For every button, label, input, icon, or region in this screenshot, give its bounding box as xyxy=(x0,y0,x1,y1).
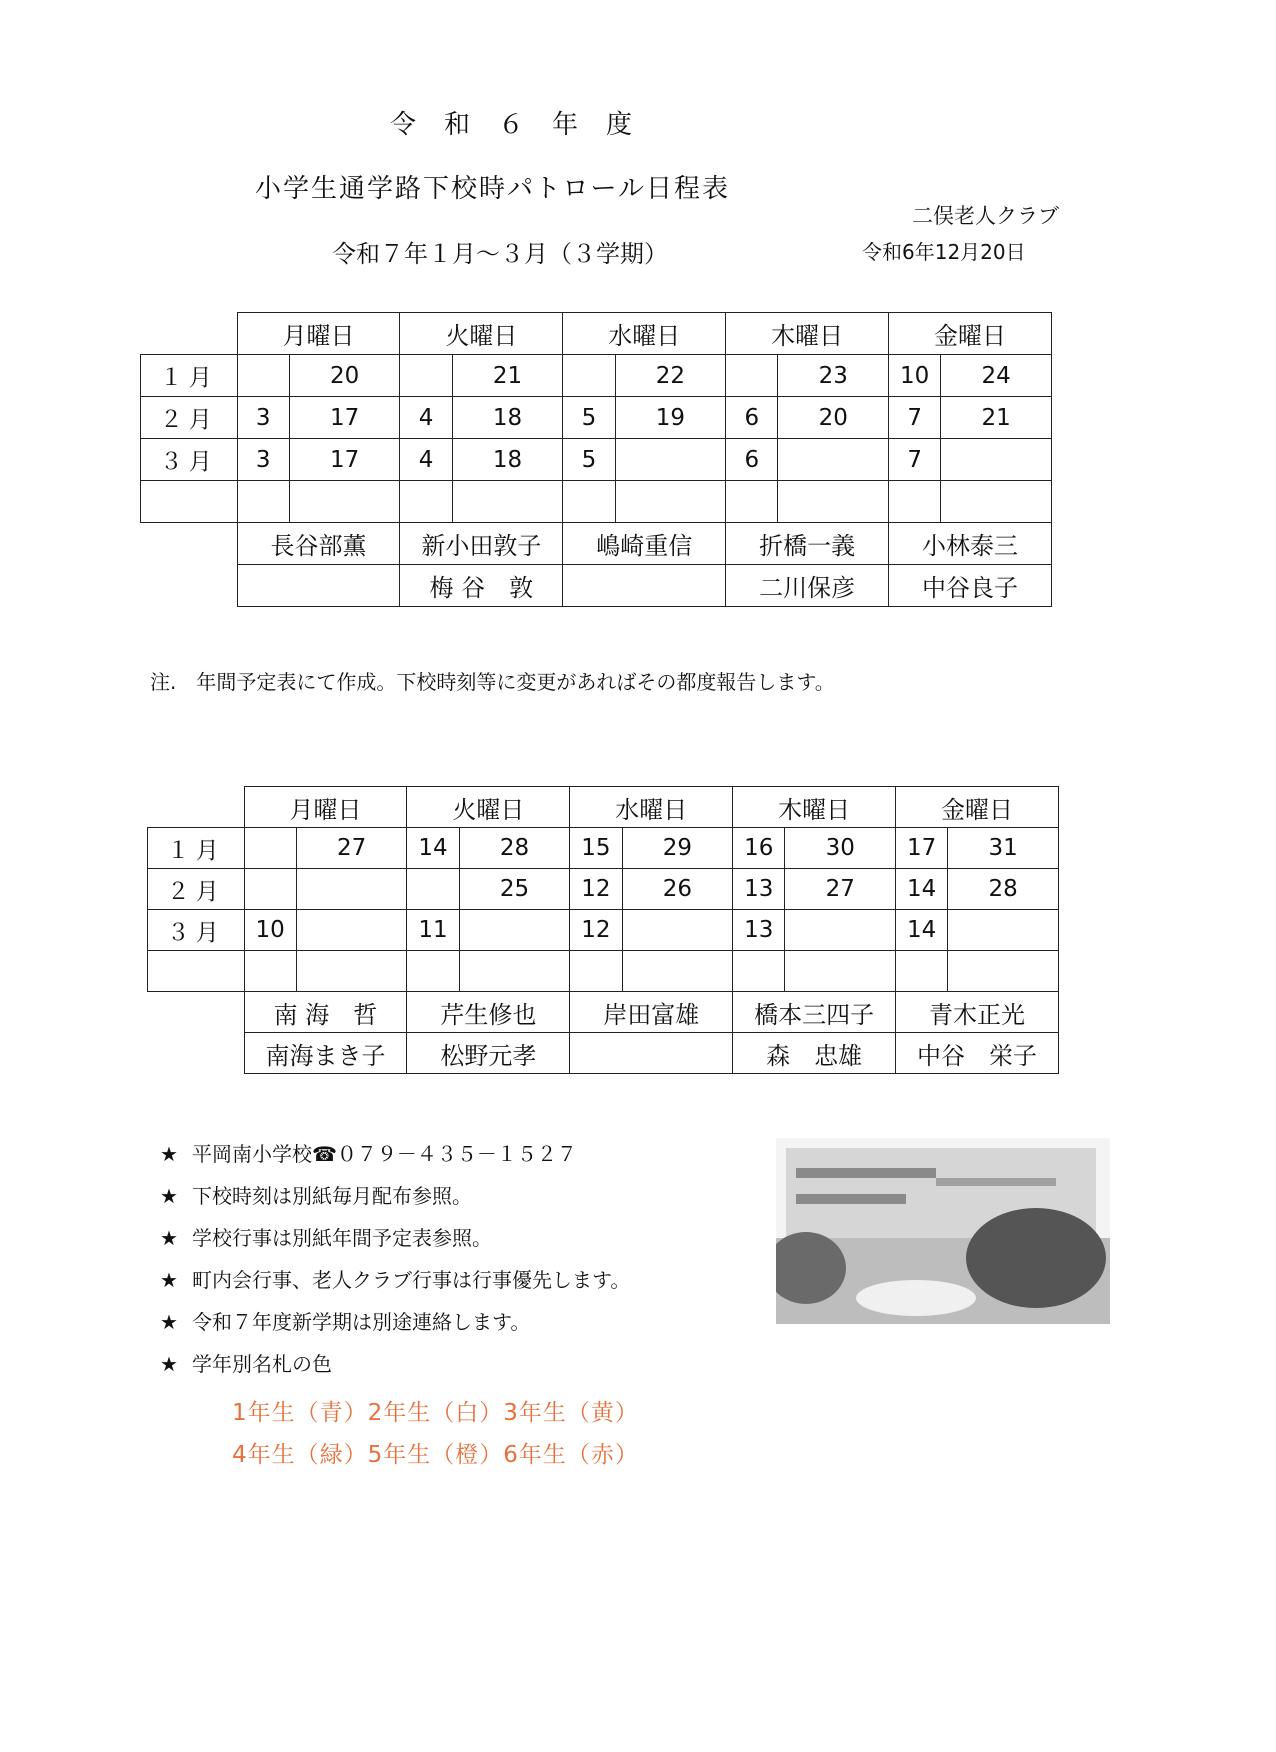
date-cell: 4 xyxy=(400,439,452,481)
photo-tree xyxy=(966,1208,1106,1308)
date-cell xyxy=(296,910,407,951)
day-header: 火曜日 xyxy=(407,787,570,828)
date-cell: 6 xyxy=(726,439,778,481)
star-icon: ★ xyxy=(160,1184,178,1208)
month-row xyxy=(148,869,1059,910)
info-text: 平岡南小学校☎０７９－４３５－１５２７ xyxy=(192,1142,577,1166)
volunteer-name xyxy=(237,565,400,607)
month-row xyxy=(141,439,1052,481)
volunteer-name: 中谷 栄子 xyxy=(896,1033,1059,1074)
empty-cell xyxy=(896,951,948,992)
photo-window-row xyxy=(796,1168,936,1178)
info-item xyxy=(160,1348,630,1390)
date-cell xyxy=(941,439,1052,481)
date-cell: 7 xyxy=(889,439,941,481)
star-icon: ★ xyxy=(160,1310,178,1334)
star-icon: ★ xyxy=(160,1352,178,1376)
photo-window-row xyxy=(796,1194,906,1204)
term-label: 令和７年１月～３月（３学期） xyxy=(332,240,668,268)
date-cell xyxy=(459,910,570,951)
volunteer-name: 岸田富雄 xyxy=(570,992,733,1033)
volunteer-name: 松野元孝 xyxy=(407,1033,570,1074)
date-cell: 28 xyxy=(459,828,570,869)
month-row xyxy=(141,397,1052,439)
date-cell: 12 xyxy=(570,910,622,951)
date-cell xyxy=(563,355,615,397)
empty-cell xyxy=(141,481,238,523)
date-cell: 3 xyxy=(237,397,289,439)
month-label: １月 xyxy=(141,355,238,397)
empty-cell xyxy=(733,951,785,992)
date-cell: 20 xyxy=(289,355,400,397)
photo-window-row xyxy=(936,1178,1056,1186)
month-label: ２月 xyxy=(141,397,238,439)
day-header: 月曜日 xyxy=(244,787,407,828)
date-cell: 10 xyxy=(889,355,941,397)
volunteer-name: 橋本三四子 xyxy=(733,992,896,1033)
date-cell: 28 xyxy=(948,869,1059,910)
star-icon: ★ xyxy=(160,1226,178,1250)
date-cell: 21 xyxy=(941,397,1052,439)
blank-cell xyxy=(148,992,245,1033)
date-cell: 15 xyxy=(570,828,622,869)
date-cell: 16 xyxy=(733,828,785,869)
empty-cell xyxy=(726,481,778,523)
date-cell: 5 xyxy=(563,439,615,481)
info-text: 下校時刻は別紙毎月配布参照。 xyxy=(192,1184,472,1208)
volunteer-name: 中谷良子 xyxy=(889,565,1052,607)
month-row xyxy=(141,355,1052,397)
date-cell xyxy=(237,355,289,397)
day-header: 木曜日 xyxy=(733,787,896,828)
day-header: 火曜日 xyxy=(400,313,563,355)
day-header: 金曜日 xyxy=(889,313,1052,355)
star-icon: ★ xyxy=(160,1268,178,1292)
grade-colors-line-1: 1年生（青）2年生（白）3年生（黄） xyxy=(232,1400,639,1426)
day-header: 水曜日 xyxy=(563,313,726,355)
corner-cell xyxy=(141,313,238,355)
date-cell xyxy=(244,869,296,910)
date-cell: 27 xyxy=(296,828,407,869)
volunteer-name: 小林泰三 xyxy=(889,523,1052,565)
date-cell: 18 xyxy=(452,397,563,439)
month-label: ３月 xyxy=(141,439,238,481)
empty-cell xyxy=(289,481,400,523)
empty-cell xyxy=(778,481,889,523)
school-photo xyxy=(776,1138,1110,1324)
info-item xyxy=(160,1180,630,1222)
date-cell: 14 xyxy=(407,828,459,869)
volunteer-name xyxy=(563,565,726,607)
volunteer-row xyxy=(148,992,1059,1033)
volunteer-name: 南 海 哲 xyxy=(244,992,407,1033)
empty-cell xyxy=(570,951,622,992)
corner-cell xyxy=(148,787,245,828)
volunteer-name: 芹生修也 xyxy=(407,992,570,1033)
date-cell: 6 xyxy=(726,397,778,439)
info-text: 令和７年度新学期は別途連絡します。 xyxy=(192,1310,531,1334)
empty-cell xyxy=(948,951,1059,992)
volunteer-name: 森 忠雄 xyxy=(733,1033,896,1074)
volunteer-row xyxy=(141,565,1052,607)
empty-cell xyxy=(459,951,570,992)
date-cell xyxy=(948,910,1059,951)
organization-name: 二俣老人クラブ xyxy=(912,204,1059,228)
volunteer-name: 南海まき子 xyxy=(244,1033,407,1074)
date-cell xyxy=(400,355,452,397)
date-cell: 11 xyxy=(407,910,459,951)
date-cell: 17 xyxy=(289,439,400,481)
date-cell: 25 xyxy=(459,869,570,910)
blank-cell xyxy=(141,565,238,607)
date-cell: 4 xyxy=(400,397,452,439)
date-cell: 29 xyxy=(622,828,733,869)
day-header-row xyxy=(148,787,1059,828)
day-header: 金曜日 xyxy=(896,787,1059,828)
date-cell: 26 xyxy=(622,869,733,910)
date-cell: 27 xyxy=(785,869,896,910)
info-list xyxy=(160,1138,630,1390)
empty-row xyxy=(141,481,1052,523)
date-cell: 14 xyxy=(896,869,948,910)
date-cell: 30 xyxy=(785,828,896,869)
star-icon: ★ xyxy=(160,1142,178,1166)
note-text: 注. 年間予定表にて作成。下校時刻等に変更があればその都度報告します。 xyxy=(150,670,835,694)
date-cell xyxy=(785,910,896,951)
empty-cell xyxy=(237,481,289,523)
blank-cell xyxy=(148,1033,245,1074)
date-cell xyxy=(726,355,778,397)
empty-cell xyxy=(785,951,896,992)
day-header-row xyxy=(141,313,1052,355)
date-cell: 21 xyxy=(452,355,563,397)
date-cell: 18 xyxy=(452,439,563,481)
date-cell: 12 xyxy=(570,869,622,910)
month-row xyxy=(148,910,1059,951)
date-cell: 17 xyxy=(896,828,948,869)
info-text: 町内会行事、老人クラブ行事は行事優先します。 xyxy=(192,1268,631,1292)
volunteer-name: 長谷部薫 xyxy=(237,523,400,565)
volunteer-row xyxy=(141,523,1052,565)
date-cell: 7 xyxy=(889,397,941,439)
empty-cell xyxy=(615,481,726,523)
issue-date: 令和6年12月20日 xyxy=(862,240,1026,264)
info-item xyxy=(160,1306,630,1348)
empty-cell xyxy=(622,951,733,992)
empty-cell xyxy=(941,481,1052,523)
page-title: 小学生通学路下校時パトロール日程表 xyxy=(255,174,730,204)
volunteer-name: 梅 谷 敦 xyxy=(400,565,563,607)
volunteer-name: 折橋一義 xyxy=(726,523,889,565)
date-cell xyxy=(244,828,296,869)
date-cell xyxy=(778,439,889,481)
empty-cell xyxy=(407,951,459,992)
day-header: 水曜日 xyxy=(570,787,733,828)
info-text: 学年別名札の色 xyxy=(192,1352,332,1376)
date-cell: 10 xyxy=(244,910,296,951)
info-text: 学校行事は別紙年間予定表参照。 xyxy=(192,1226,492,1250)
empty-cell xyxy=(148,951,245,992)
info-item xyxy=(160,1138,630,1180)
date-cell: 5 xyxy=(563,397,615,439)
photo-pond xyxy=(856,1280,976,1316)
empty-cell xyxy=(452,481,563,523)
schedule-table-1 xyxy=(140,312,1052,607)
date-cell xyxy=(622,910,733,951)
volunteer-name: 青木正光 xyxy=(896,992,1059,1033)
empty-row xyxy=(148,951,1059,992)
date-cell: 14 xyxy=(896,910,948,951)
date-cell: 13 xyxy=(733,910,785,951)
date-cell xyxy=(407,869,459,910)
date-cell: 13 xyxy=(733,869,785,910)
info-item xyxy=(160,1222,630,1264)
month-label: １月 xyxy=(148,828,245,869)
date-cell: 19 xyxy=(615,397,726,439)
date-cell: 23 xyxy=(778,355,889,397)
volunteer-name: 新小田敦子 xyxy=(400,523,563,565)
date-cell xyxy=(615,439,726,481)
month-label: ３月 xyxy=(148,910,245,951)
volunteer-name: 嶋崎重信 xyxy=(563,523,726,565)
volunteer-name xyxy=(570,1033,733,1074)
year-title: 令和６年度 xyxy=(390,110,661,140)
empty-cell xyxy=(889,481,941,523)
volunteer-row xyxy=(148,1033,1059,1074)
empty-cell xyxy=(563,481,615,523)
month-row xyxy=(148,828,1059,869)
date-cell: 24 xyxy=(941,355,1052,397)
empty-cell xyxy=(244,951,296,992)
empty-cell xyxy=(400,481,452,523)
day-header: 月曜日 xyxy=(237,313,400,355)
date-cell: 22 xyxy=(615,355,726,397)
date-cell: 17 xyxy=(289,397,400,439)
month-label: ２月 xyxy=(148,869,245,910)
date-cell xyxy=(296,869,407,910)
date-cell: 31 xyxy=(948,828,1059,869)
grade-colors-line-2: 4年生（緑）5年生（橙）6年生（赤） xyxy=(232,1442,639,1468)
schedule-table-2 xyxy=(147,786,1059,1074)
volunteer-name: 二川保彦 xyxy=(726,565,889,607)
date-cell: 20 xyxy=(778,397,889,439)
empty-cell xyxy=(296,951,407,992)
day-header: 木曜日 xyxy=(726,313,889,355)
info-item xyxy=(160,1264,630,1306)
blank-cell xyxy=(141,523,238,565)
date-cell: 3 xyxy=(237,439,289,481)
